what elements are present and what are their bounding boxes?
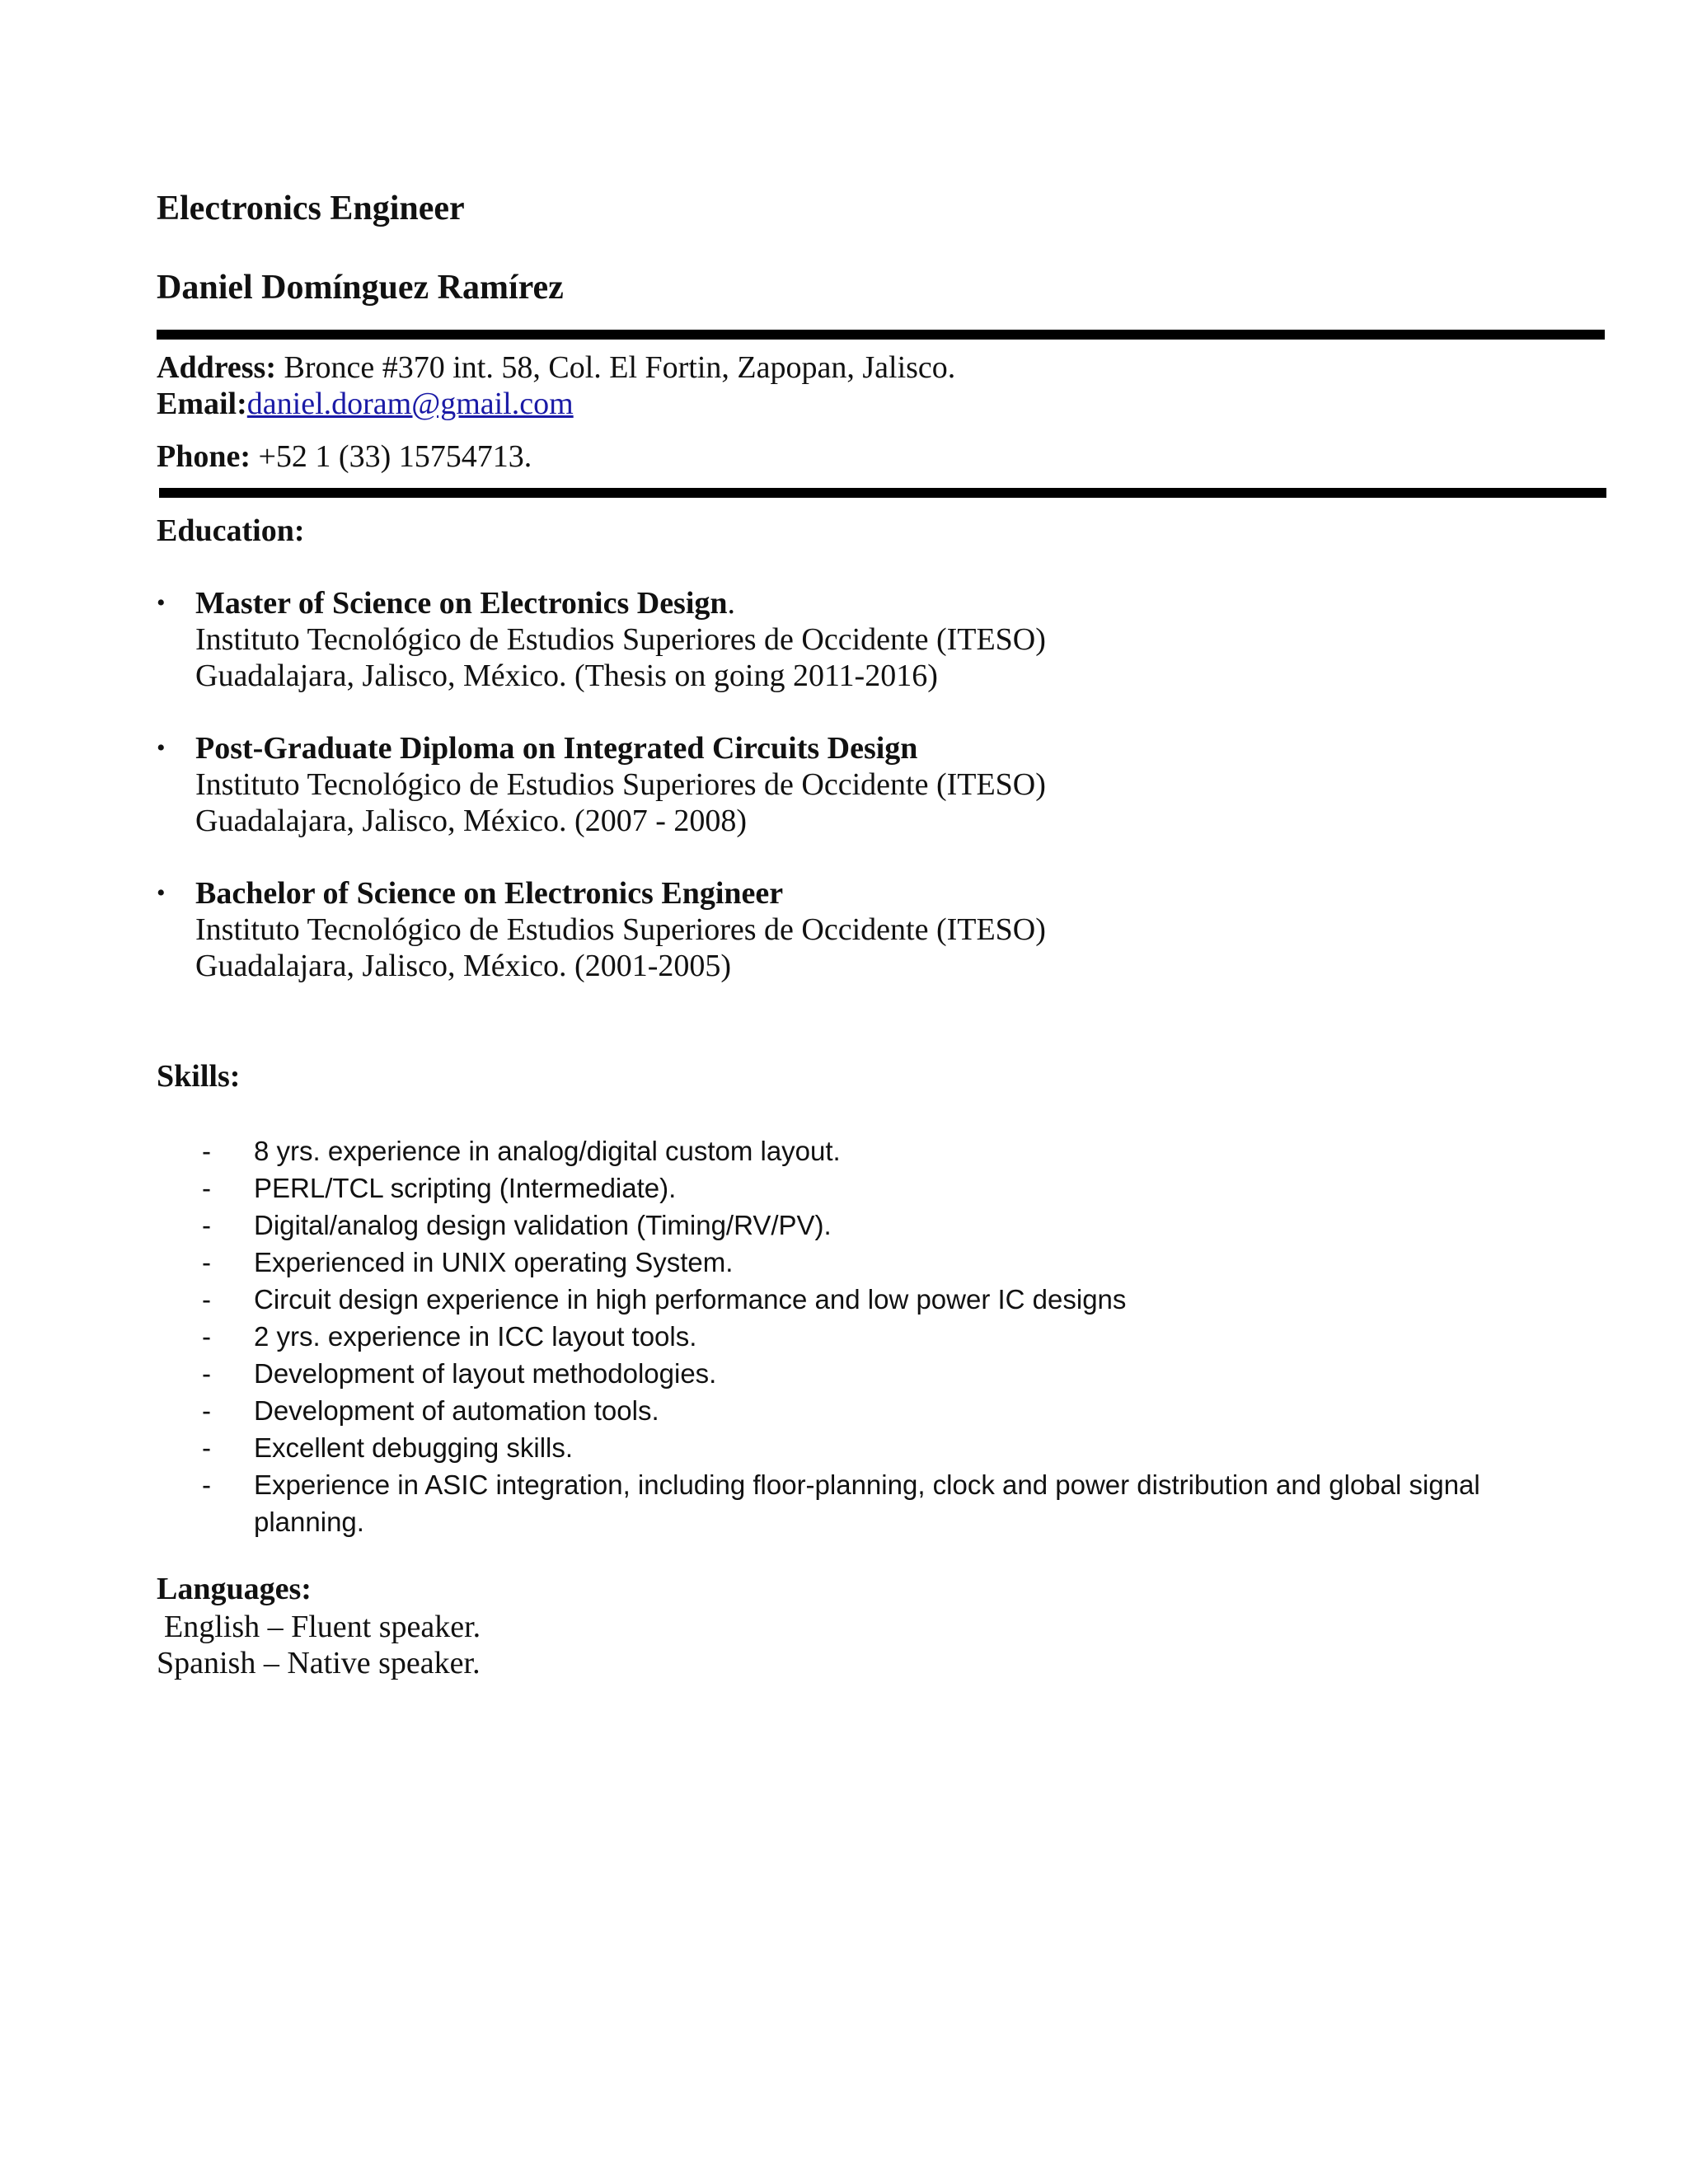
skill-text: Excellent debugging skills. (254, 1432, 574, 1463)
dash-marker: - (202, 1358, 211, 1389)
skills-heading: Skills: (157, 1059, 241, 1094)
skill-text: 2 yrs. experience in ICC layout tools. (254, 1321, 697, 1352)
degree-line (195, 875, 1046, 912)
skill-text: Circuit design experience in high performance and low power IC designs (254, 1284, 1127, 1315)
dash-marker: - (202, 1432, 211, 1463)
bullet: • (157, 879, 166, 907)
email-label: Email: (157, 387, 247, 421)
degree-title: Post-Graduate Diploma on Integrated Circuits Design (195, 731, 918, 766)
language-english: English – Fluent speaker. (164, 1610, 481, 1644)
institution: Instituto Tecnológico de Estudios Superiores de Occidente (ITESO) (195, 767, 1046, 802)
skill-text: Experience in ASIC integration, including floor-planning, clock and power distribution and global signal planning. (254, 1469, 1480, 1537)
dash-marker: - (202, 1247, 211, 1277)
address-label: Address: (157, 350, 276, 385)
email-line (157, 386, 574, 424)
degree-line (195, 730, 1046, 766)
skill-text: Development of automation tools. (254, 1395, 659, 1426)
location-dates: Guadalajara, Jalisco, México. (2001-2005) (195, 949, 732, 983)
dash-marker: - (202, 1210, 211, 1240)
dash-marker: - (202, 1321, 211, 1352)
degree-line (195, 585, 1046, 621)
address-line (157, 349, 955, 387)
bullet: • (157, 734, 166, 762)
degree-title: Master of Science on Electronics Design (195, 586, 728, 621)
skill-text: Experienced in UNIX operating System. (254, 1247, 734, 1277)
institution: Instituto Tecnológico de Estudios Superiores de Occidente (ITESO) (195, 622, 1046, 657)
degree-suffix: . (727, 586, 736, 621)
top-divider (157, 330, 1605, 340)
institution: Instituto Tecnológico de Estudios Superiores de Occidente (ITESO) (195, 912, 1046, 947)
dash-marker: - (202, 1136, 211, 1166)
skill-text: Digital/analog design validation (Timing/RV/PV). (254, 1210, 832, 1240)
education-heading: Education: (157, 513, 305, 548)
skill-text: PERL/TCL scripting (Intermediate). (254, 1173, 677, 1203)
skill-text: Development of layout methodologies. (254, 1358, 717, 1389)
dash-marker: - (202, 1173, 211, 1203)
location-dates: Guadalajara, Jalisco, México. (Thesis on going 2011-2016) (195, 658, 938, 693)
phone-value: +52 1 (33) 15754713. (258, 439, 532, 474)
job-title: Electronics Engineer (157, 190, 465, 227)
location-dates: Guadalajara, Jalisco, México. (2007 - 2008) (195, 804, 748, 838)
bottom-divider (159, 488, 1606, 498)
dash-marker: - (202, 1395, 211, 1426)
languages-heading: Languages: (157, 1572, 312, 1606)
address-value: Bronce #370 int. 58, Col. El Fortin, Zapopan, Jalisco. (284, 350, 956, 385)
bullet: • (157, 589, 166, 616)
email-link[interactable]: daniel.doram@gmail.com (246, 387, 574, 421)
person-name: Daniel Domínguez Ramírez (157, 269, 564, 307)
dash-marker: - (202, 1284, 211, 1315)
phone-line (157, 438, 532, 476)
dash-marker: - (202, 1469, 211, 1500)
phone-label: Phone: (157, 439, 251, 474)
skill-text: 8 yrs. experience in analog/digital custom layout. (254, 1136, 841, 1166)
degree-title: Bachelor of Science on Electronics Engineer (195, 876, 784, 911)
language-spanish: Spanish – Native speaker. (157, 1646, 481, 1680)
